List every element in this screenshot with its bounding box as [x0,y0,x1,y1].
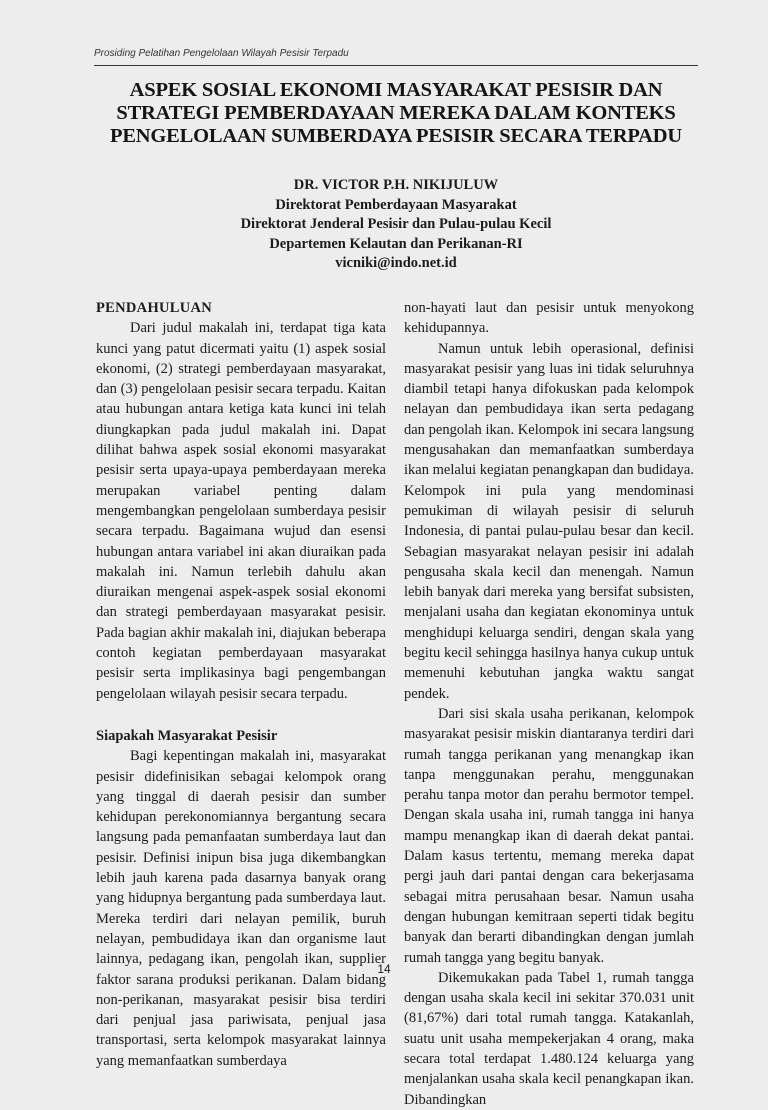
running-header: Prosiding Pelatihan Pengelolaan Wilayah Pesisir Terpadu [94,48,349,59]
section-heading-who: Siapakah Masyarakat Pesisir [96,727,278,744]
right-column [404,298,694,1110]
paragraph: Dikemukakan pada Tabel 1, rumah tangga dengan usaha skala kecil ini sekitar 370.031 unit (81,67%) dari total rumah tangga. Katakanlah, suatu unit usaha mempekerjakan 4 orang, maka secara total terdapat 1.480.124 keluarga yang menjalankan usaha skala kecil penangkapan ikan. Dibandingkan [404,969,694,1108]
author-affiliation: Direktorat Pemberdayaan Masyarakat [275,196,517,213]
page-number: 14 [377,962,391,976]
author-name: DR. VICTOR P.H. NIKIJULUW [293,177,499,193]
paragraph: Namun untuk lebih operasional, definisi masyarakat pesisir yang luas ini tidak seluruhnya diambil tetapi hanya difokuskan pada kelompok nelayan dan pembudidaya ikan serta pedagang dan pengolah ikan. Kelompok ini secara langsung mengusahakan dan memanfaatkan sumberdaya ikan melalui kegiatan penangkapan dan budidaya. Kelompok ini pula yang mendominasi pemukiman di wilayah pesisir di seluruh Indonesia, di pantai pulau-pulau besar dan kecil. Sebagian masyarakat nelayan pesisir ini adalah pengusaha skala kecil dan menengah. Namun lebih banyak dari mereka yang bersifat subsisten, menjalani usaha dan kegiatan ekonominya untuk menghidupi keluarga sendiri, dengan skala yang begitu kecil sehingga hasilnya hanya cukup untuk memenuhi kebutuhan jangka waktu sangat pendek. [404,340,694,702]
author-affiliation: Direktorat Jenderal Pesisir dan Pulau-pulau Kecil [240,216,552,232]
title-line: STRATEGI PEMBERDAYAAN MEREKA DALAM KONTEKS [116,102,676,124]
paragraph: Dari judul makalah ini, terdapat tiga kata kunci yang patut dicermati yaitu (1) aspek sosial ekonomi, (2) strategi pemberdayaan masyarakat, dan (3) pengelolaan pesisir secara terpadu. Kaitan atau hubungan antara ketiga kata kunci ini telah diungkapkan pada judul makalah ini. Dapat dilihat bahwa aspek sosial ekonomi masyarakat pesisir serta upaya-upaya pemberdayaan mereka merupakan variabel penting dalam mengembangkan pengelolaan sumberdaya pesisir secara terpadu. Bagaimana wujud dan esensi hubungan antara variabel ini akan diuraikan pada makalah ini. Namun terlebih dahulu akan diuraikan mengenai aspek-aspek sosial ekonomi dan strategi pemberdayaan masyarakat pesisir. Pada bagian akhir makalah ini, diajukan beberapa contoh kegiatan pemberdayaan masyarakat pesisir serta implikasinya bagi pengembangan pengelolaan wilayah pesisir secara terpadu. [96,320,386,702]
left-column [96,298,386,1071]
title-line: PENGELOLAAN SUMBERDAYA PESISIR SECARA TERPADU [110,125,682,147]
section-gap [96,704,386,726]
paragraph: non-hayati laut dan pesisir untuk menyokong kehidupannya. [404,300,694,337]
section-heading-intro: PENDAHULUAN [96,300,213,316]
author-affiliation: Departemen Kelautan dan Perikanan-RI [269,235,523,252]
paper-title [80,79,712,148]
author-email: vicniki@indo.net.id [335,255,457,271]
header-rule [94,65,698,66]
paragraph: Bagi kepentingan makalah ini, masyarakat pesisir didefinisikan sebagai kelompok orang yang tinggal di daerah pesisir dan sumber kehidupan perekonomiannya bergantung secara langsung pada pemanfaatan sumberdaya laut dan pesisir. Definisi inipun bisa juga dikembangkan lebih jauh karena pada dasarnya banyak orang yang hidupnya bergantung pada sumberdaya laut. Mereka terdiri dari nelayan pemilik, buruh nelayan, pembudidaya ikan dan organisme laut lainnya, pedagang ikan, pengolah ikan, supplier faktor sarana produksi perikanan. Dalam bidang non-perikanan, masyarakat pesisir bisa terdiri dari penjual jasa pariwisata, penjual jasa transportasi, serta kelompok masyarakat lainnya yang memanfaatkan sumberdaya [96,748,386,1069]
title-line: ASPEK SOSIAL EKONOMI MASYARAKAT PESISIR DAN [129,79,663,101]
author-block [120,176,672,274]
paragraph: Dari sisi skala usaha perikanan, kelompok masyarakat pesisir miskin diantaranya terdiri dari rumah tangga perikanan yang menangkap ikan tanpa menggunakan perahu, menggunakan perahu tanpa motor dan perahu bermotor tempel. Dengan skala usaha ini, rumah tangga ini hanya mampu menangkap ikan di daerah dekat pantai. Dalam kasus tertentu, memang mereka dapat pergi jauh dari pantai dengan cara bekerjasama sebagai mitra perusahaan besar. Namun usaha dengan hubungan kemitraan seperti tidak begitu banyak dan berarti dibandingkan dengan jumlah rumah tangga yang begitu banyak. [404,705,694,966]
